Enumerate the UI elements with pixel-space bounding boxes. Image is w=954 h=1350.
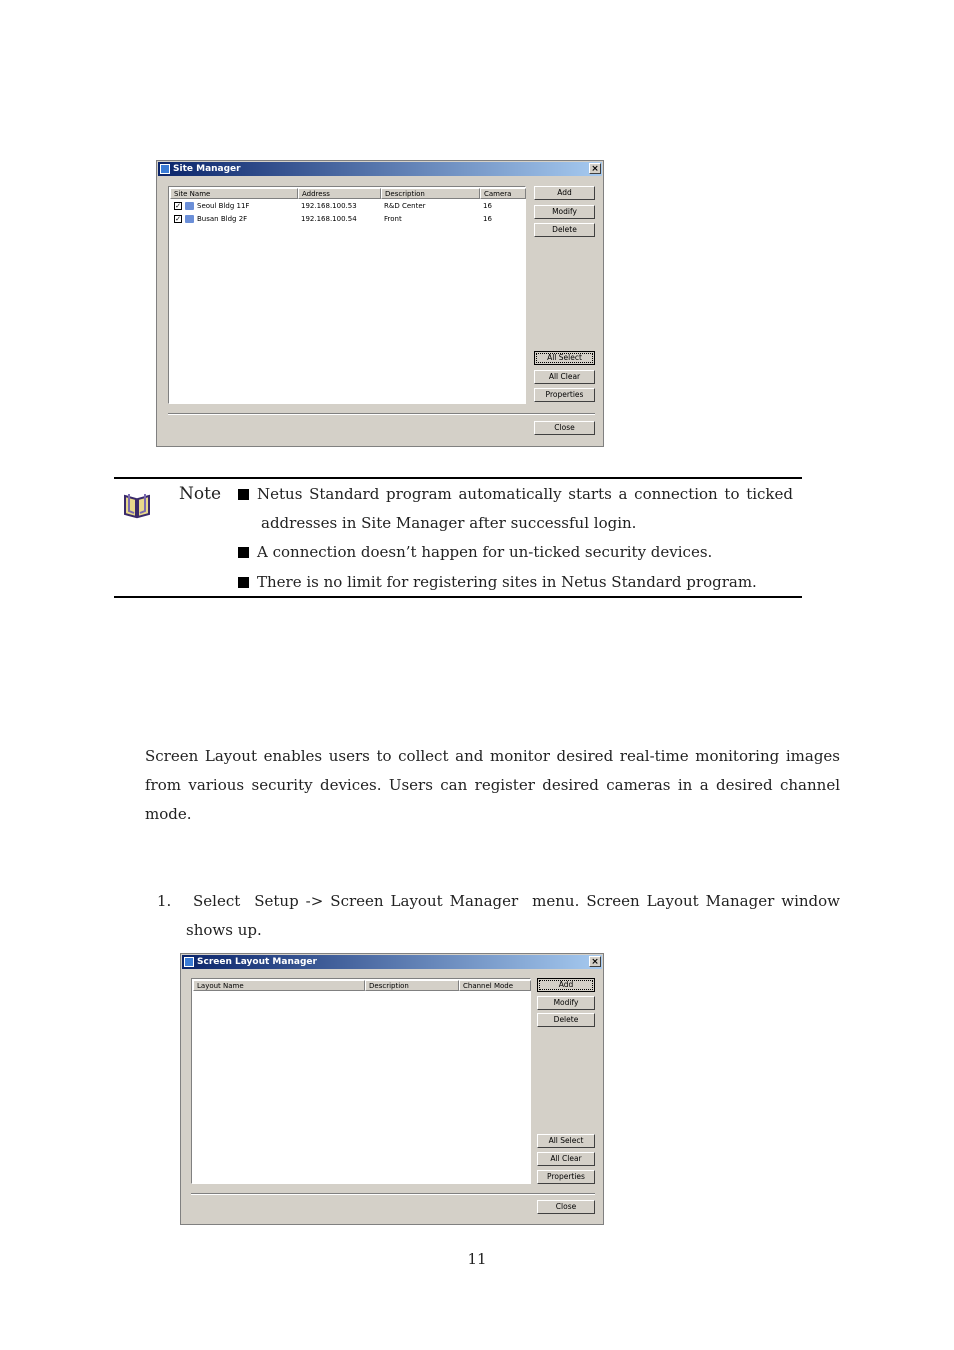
separator — [191, 1193, 595, 1195]
site-address: 192.168.100.53 — [301, 202, 357, 210]
step-text: Select Setup -> Screen Layout Manager menu. Screen Layout Manager window — [193, 892, 840, 910]
table-row[interactable] — [170, 200, 524, 212]
site-list[interactable] — [168, 186, 526, 404]
column-address[interactable]: Address — [298, 188, 381, 199]
note-item: A connection doesn’t happen for un-ticked security devices. — [238, 542, 712, 562]
site-description: R&D Center — [384, 202, 426, 210]
checkbox-icon[interactable]: ✓ — [175, 202, 181, 210]
step-text-continued: shows up. — [186, 921, 262, 939]
page-number: 11 — [467, 1250, 487, 1268]
site-list-header — [170, 188, 524, 199]
column-camera[interactable]: Camera — [480, 188, 526, 199]
intro-paragraph-line: mode. — [145, 805, 192, 823]
note-bottom-rule — [114, 596, 802, 598]
site-name: Seoul Bldg 11F — [197, 202, 250, 210]
separator — [168, 413, 595, 415]
bullet-icon — [238, 547, 249, 558]
checkbox-icon[interactable]: ✓ — [175, 215, 181, 223]
column-description[interactable]: Description — [381, 188, 480, 199]
book-icon — [122, 491, 152, 519]
app-icon — [160, 164, 170, 174]
note-label: Note — [179, 484, 222, 504]
note-item: Netus Standard program automatically starts a connection to ticked — [238, 484, 793, 504]
column-description[interactable]: Description — [365, 980, 459, 991]
note-item-continued: addresses in Site Manager after successful login. — [261, 514, 637, 532]
app-icon — [184, 957, 194, 967]
all-select-button[interactable]: All Select — [537, 1134, 595, 1148]
close-icon[interactable]: × — [589, 956, 601, 967]
add-button[interactable]: Add — [534, 186, 595, 200]
layout-list-header — [193, 980, 529, 991]
delete-button[interactable]: Delete — [534, 223, 595, 237]
site-camera: 16 — [483, 215, 492, 223]
all-clear-button[interactable]: All Clear — [537, 1152, 595, 1166]
screen-layout-manager-window — [180, 953, 604, 1225]
layout-list[interactable] — [191, 978, 531, 1184]
modify-button[interactable]: Modify — [537, 996, 595, 1010]
modify-button[interactable]: Modify — [534, 205, 595, 219]
window-title: Screen Layout Manager — [197, 957, 317, 967]
close-button[interactable]: Close — [534, 421, 595, 435]
window-title: Site Manager — [173, 164, 241, 174]
site-address: 192.168.100.54 — [301, 215, 357, 223]
column-layout-name[interactable]: Layout Name — [193, 980, 365, 991]
bullet-icon — [238, 577, 249, 588]
bullet-icon — [238, 489, 249, 500]
properties-button[interactable]: Properties — [537, 1170, 595, 1184]
note-item: There is no limit for registering sites in Netus Standard program. — [238, 572, 757, 592]
site-manager-titlebar[interactable] — [158, 162, 602, 176]
intro-paragraph-line: from various security devices. Users can register desired cameras in a desired channel — [145, 776, 840, 794]
column-site-name[interactable]: Site Name — [170, 188, 298, 199]
delete-button[interactable]: Delete — [537, 1013, 595, 1027]
site-name: Busan Bldg 2F — [197, 215, 248, 223]
site-camera: 16 — [483, 202, 492, 210]
intro-paragraph-line: Screen Layout enables users to collect and monitor desired real-time monitoring images — [145, 747, 840, 765]
column-channel-mode[interactable]: Channel Mode — [459, 980, 531, 991]
step-number: 1. — [157, 892, 172, 910]
table-row[interactable] — [170, 213, 524, 225]
all-select-button[interactable]: All Select — [534, 351, 595, 365]
close-icon[interactable]: × — [589, 163, 601, 174]
all-clear-button[interactable]: All Clear — [534, 370, 595, 384]
site-description: Front — [384, 215, 402, 223]
properties-button[interactable]: Properties — [534, 388, 595, 402]
note-top-rule — [114, 477, 802, 479]
close-button[interactable]: Close — [537, 1200, 595, 1214]
site-icon — [185, 215, 194, 223]
site-manager-window — [156, 160, 604, 447]
site-icon — [185, 202, 194, 210]
add-button[interactable]: Add — [537, 978, 595, 992]
layout-manager-titlebar[interactable] — [182, 955, 602, 969]
